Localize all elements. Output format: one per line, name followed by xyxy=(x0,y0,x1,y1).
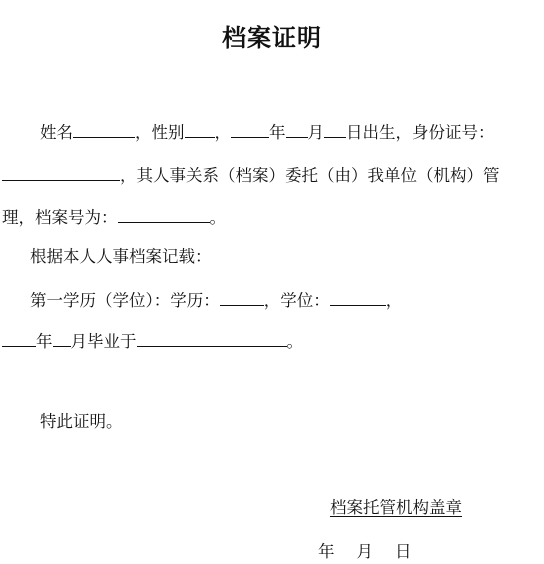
education-blank[interactable] xyxy=(220,289,264,306)
birth-id-label: 日出生，身份证号： xyxy=(346,123,495,142)
month-label: 月 xyxy=(307,123,324,142)
entrust-text: ，其人事关系（档案）委托（由）我单位（机构）管 xyxy=(120,166,500,185)
grad-school-label: 月毕业于 xyxy=(70,332,137,351)
archive-number-blank[interactable] xyxy=(118,206,210,223)
comma-sep: ， xyxy=(214,123,231,142)
birth-year-blank[interactable] xyxy=(231,121,269,138)
para-record-intro: 根据本人人事档案记载： xyxy=(30,247,212,266)
para-archive-number xyxy=(2,206,226,228)
id-number-blank[interactable] xyxy=(2,164,120,181)
archive-number-label: 理，档案号为： xyxy=(2,208,118,227)
date-month-label: 月 xyxy=(356,542,373,561)
year-label: 年 xyxy=(269,123,286,142)
date-line xyxy=(318,538,412,562)
school-blank[interactable] xyxy=(137,330,287,347)
para-personal-info xyxy=(40,121,495,143)
degree-label: ，学位： xyxy=(263,291,330,310)
birth-month-blank[interactable] xyxy=(286,121,308,138)
para-entrust xyxy=(2,164,500,186)
seal-line: 档案托管机构盖章 xyxy=(330,498,462,517)
grad-month-blank[interactable] xyxy=(53,330,71,347)
name-label: 姓名 xyxy=(40,123,73,142)
education-label: 第一学历（学位）：学历： xyxy=(30,291,220,310)
period: 。 xyxy=(209,208,226,227)
document-title: 档案证明 xyxy=(222,24,322,52)
grad-year-label: 年 xyxy=(36,332,53,351)
date-day-label: 日 xyxy=(395,542,412,561)
grad-year-blank[interactable] xyxy=(2,330,36,347)
comma-end: ， xyxy=(385,291,403,310)
gender-label: ，性别 xyxy=(135,123,185,142)
degree-blank[interactable] xyxy=(330,289,386,306)
para-graduation xyxy=(2,330,303,352)
para-education xyxy=(30,289,402,311)
date-year-label: 年 xyxy=(318,542,335,561)
gender-blank[interactable] xyxy=(185,121,215,138)
name-blank[interactable] xyxy=(73,121,135,138)
birth-day-blank[interactable] xyxy=(324,121,346,138)
period-end: 。 xyxy=(286,332,303,351)
closing-text: 特此证明。 xyxy=(40,412,123,431)
